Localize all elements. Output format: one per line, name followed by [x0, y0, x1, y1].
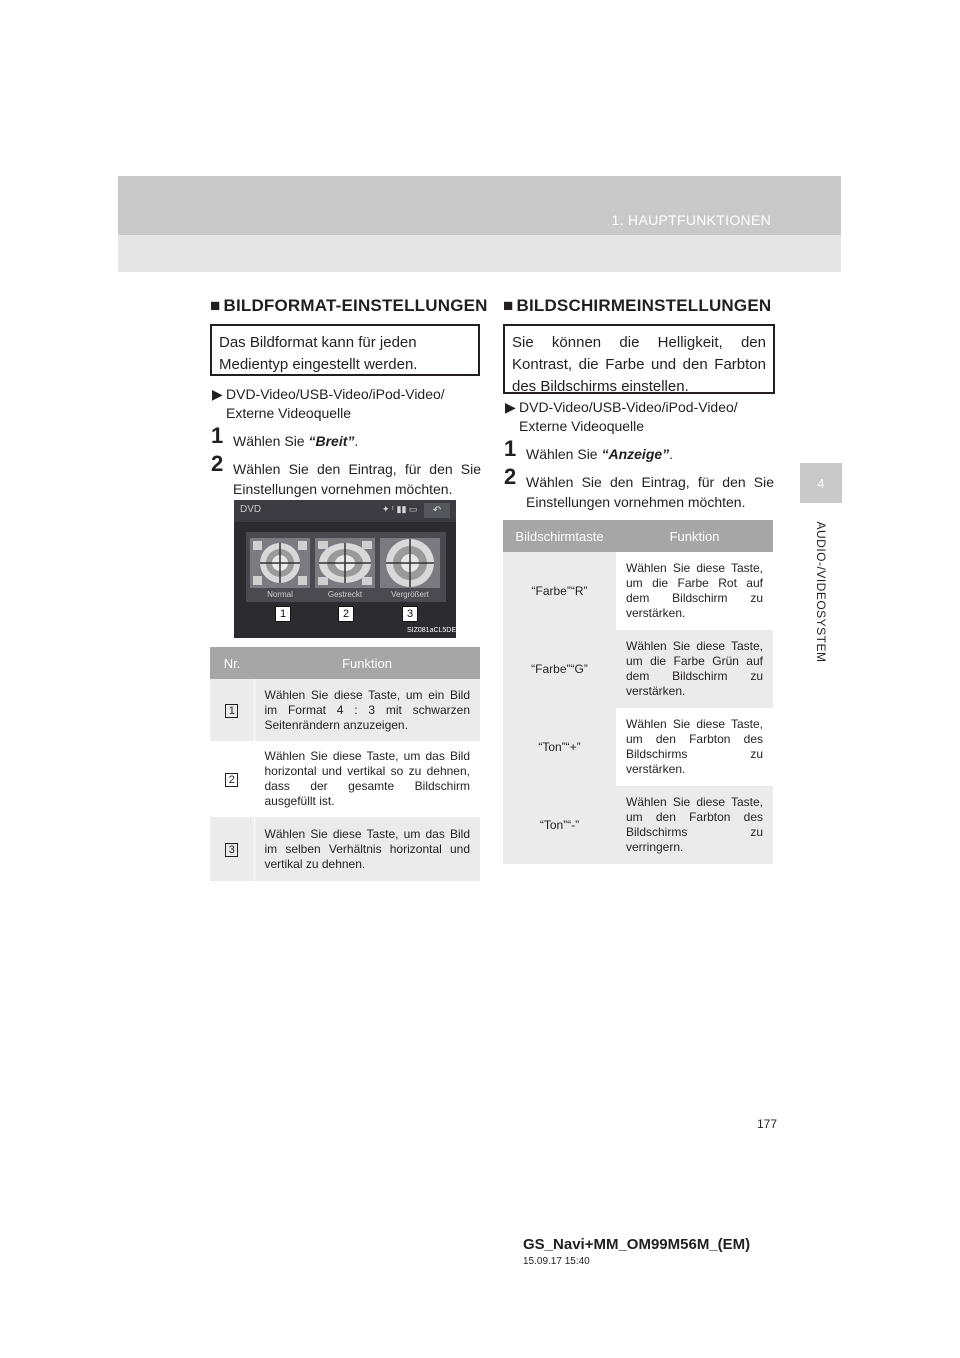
callout-3: 3 [402, 606, 418, 622]
table-header: Funktion [616, 520, 773, 552]
step-2-left [211, 451, 481, 499]
document-id: GS_Navi+MM_OM99M56M_(EM) [523, 1236, 751, 1253]
chapter-title: 1. HAUPTFUNKTIONEN [611, 212, 771, 228]
step-number: 2 [211, 451, 224, 476]
callout-1: 1 [275, 606, 291, 622]
step-key: “Breit” [308, 433, 355, 449]
row-text: Wählen Sie diese Taste, um das Bild im selben Verhältnis horizontal und vertikal zu dehnen. [254, 817, 480, 881]
section-heading-right [503, 296, 771, 316]
chapter-tab-text: AUDIO-/VIDEOSYSTEM [814, 521, 828, 663]
chapter-tab-number: 4 [800, 463, 842, 503]
section-title: BILDFORMAT-EINSTELLUNGEN [223, 296, 488, 315]
table-header: Nr. [210, 647, 254, 679]
intro-box-right: Sie können die Helligkeit, den Kontrast, die Farbe und den Farbton des Bildschirms einstellen. [503, 324, 775, 394]
screen-top-bar [234, 500, 456, 522]
step-1-right [504, 436, 774, 464]
row-text: Wählen Sie diese Taste, um ein Bild im Format 4 : 3 mit schwarzen Seitenrändern anzuzeigen. [254, 679, 480, 741]
print-timestamp: 15.09.17 15:40 [523, 1256, 590, 1267]
header-band [118, 176, 841, 235]
stretched-button: Gestreckt [327, 589, 363, 599]
screen-settings-table [503, 520, 773, 864]
bullet-arrow-icon: ▶ [212, 386, 223, 402]
step-text: Wählen Sie den Eintrag, für den Sie Einstellungen vornehmen möchten. [233, 461, 481, 497]
row-key: “Ton”“-” [503, 786, 616, 864]
bullet-text: DVD-Video/USB-Video/iPod-Video/ Externe Videoquelle [519, 399, 738, 434]
row-number: 1 [225, 704, 238, 718]
table-row [210, 817, 480, 881]
step-suffix: . [354, 433, 359, 449]
step-key: “Anzeige” [601, 446, 670, 462]
page-header [118, 176, 841, 272]
row-text: Wählen Sie diese Taste, um den Farbton des Bildschirms zu verringern. [616, 786, 773, 864]
table-row [503, 630, 773, 708]
enlarged-button: Vergrößert [391, 589, 429, 599]
step-text: Wählen Sie [526, 446, 602, 462]
bullet-right [505, 398, 775, 436]
bullet-arrow-icon: ▶ [505, 399, 516, 415]
step-2-right [504, 464, 774, 512]
row-number: 2 [225, 773, 238, 787]
row-key: “Farbe”“G” [503, 630, 616, 708]
status-icons: ✦ ᵗ ▮▮ ▭ [382, 504, 418, 514]
screen-illustration [234, 500, 456, 638]
row-key: “Farbe”“R” [503, 552, 616, 630]
step-text: Wählen Sie den Eintrag, für den Sie Einstellungen vornehmen möchten. [526, 474, 774, 510]
section-marker: ■ [210, 296, 221, 315]
image-code: SIZ081aCL5DE [407, 627, 456, 634]
normal-button: Normal [267, 589, 293, 599]
bullet-left [212, 385, 482, 423]
step-suffix: . [669, 446, 674, 462]
section-title: BILDSCHIRMEINSTELLUNGEN [516, 296, 772, 315]
row-text: Wählen Sie diese Taste, um den Farbton des Bildschirms zu verstärken. [616, 708, 773, 786]
step-number: 1 [504, 436, 517, 461]
chapter-tab-label [808, 520, 834, 665]
format-table [210, 647, 480, 881]
table-header: Funktion [254, 647, 480, 679]
step-number: 1 [211, 423, 224, 448]
page-number: 177 [757, 1117, 778, 1131]
section-marker: ■ [503, 296, 514, 315]
row-key: “Ton”“+” [503, 708, 616, 786]
row-text: Wählen Sie diese Taste, um die Farbe Grün auf dem Bildschirm zu verstärken. [616, 630, 773, 708]
callout-2: 2 [338, 606, 354, 622]
table-row [503, 708, 773, 786]
bullet-text: DVD-Video/USB-Video/iPod-Video/ Externe Videoquelle [226, 386, 445, 421]
intro-box-left: Das Bildformat kann für jeden Medientyp eingestellt werden. [210, 324, 480, 376]
step-1-left [211, 423, 481, 451]
table-row [210, 741, 480, 817]
step-number: 2 [504, 464, 517, 489]
table-row [503, 552, 773, 630]
table-header: Bildschirmtaste [503, 520, 616, 552]
row-text: Wählen Sie diese Taste, um die Farbe Rot auf dem Bildschirm zu verstärken. [616, 552, 773, 630]
back-icon: ↶ [424, 503, 450, 518]
table-row [503, 786, 773, 864]
table-row [210, 679, 480, 741]
step-text: Wählen Sie [233, 433, 309, 449]
source-label: DVD [240, 504, 262, 515]
row-number: 3 [225, 843, 238, 857]
section-heading-left [210, 296, 488, 316]
row-text: Wählen Sie diese Taste, um das Bild horizontal und vertikal so zu dehnen, dass der gesamte Bildschirm ausgefüllt ist. [254, 741, 480, 817]
